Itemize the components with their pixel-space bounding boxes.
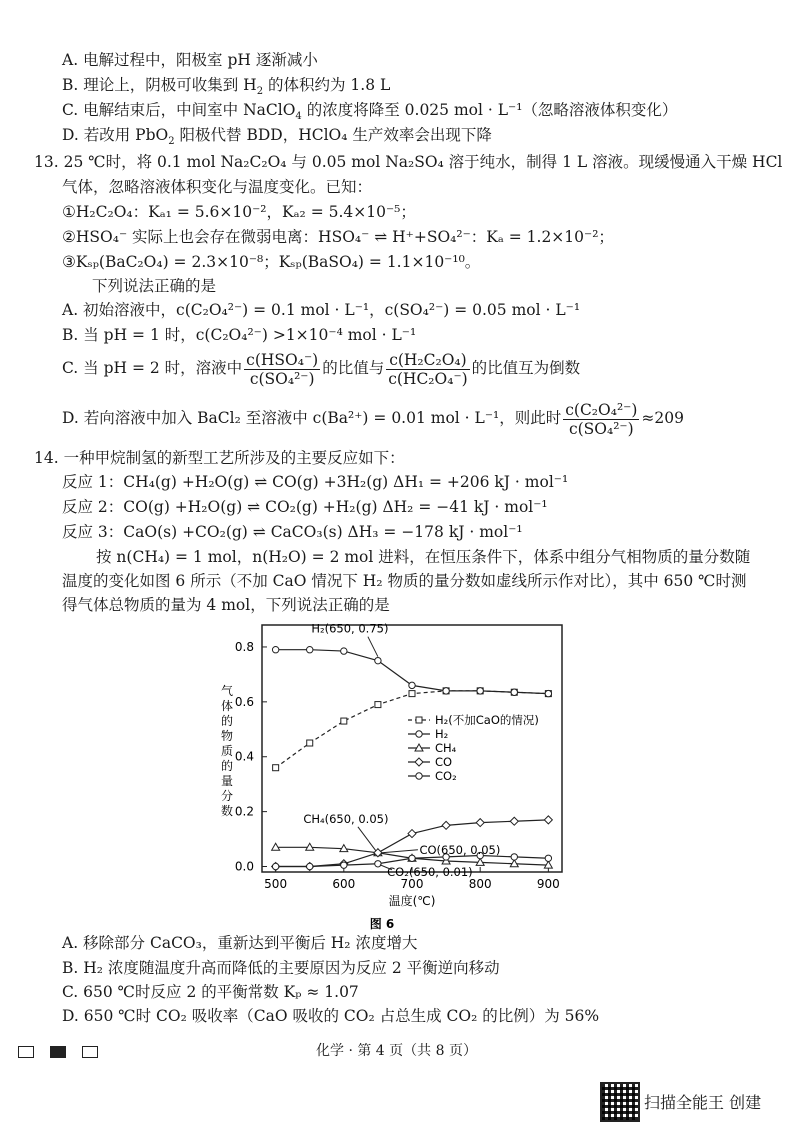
figure-6-chart — [0, 610, 800, 930]
q13-condition-2: ②HSO₄⁻ 实际上也会存在微弱电离：HSO₄⁻ ⇌ H⁺+SO₄²⁻：Kₐ = 1.2×10⁻²； — [62, 228, 614, 246]
marker-square — [409, 691, 415, 697]
marker-circle — [307, 863, 313, 869]
q13-d-f-num: c(C₂O₄²⁻) — [565, 400, 638, 419]
q12-option-d — [62, 125, 492, 152]
marker-circle — [375, 657, 381, 663]
y-tick-label: 0.0 — [234, 859, 254, 874]
q13-d-f-den: c(SO₄²⁻) — [568, 419, 634, 438]
q12-b-post: 的体积约为 1.8 L — [263, 76, 391, 94]
qr-code-icon — [600, 1082, 640, 1122]
q14-stem: 14. 一种甲烷制氢的新型工艺所涉及的主要反应如下： — [34, 449, 405, 467]
q12-option-a: A. 电解过程中，阳极室 pH 逐渐减小 — [62, 51, 318, 69]
q14-reaction-1: 反应 1：CH₄(g) +H₂O(g) ⇌ CO(g) +3H₂(g) ΔH₁ = +206 kJ · mol⁻¹ — [62, 473, 569, 491]
series-line — [276, 691, 549, 768]
q13-option-c — [62, 348, 580, 388]
q14-para-2: 温度的变化如图 6 所示（不加 CaO 情况下 H₂ 物质的量分数如虚线所示作对比），其中 650 ℃时测 — [62, 572, 747, 590]
marker-diamond — [476, 819, 484, 827]
q14-reaction-3: 反应 3：CaO(s) +CO₂(g) ⇌ CaCO₃(s) ΔH₃ = −178 kJ · mol⁻¹ — [62, 523, 523, 541]
legend-label: CO — [435, 755, 453, 769]
footer-box-3 — [82, 1046, 98, 1058]
marker-circle — [341, 648, 347, 654]
q13-c-pre: C. 当 pH = 2 时，溶液中 — [62, 359, 243, 377]
marker-square — [416, 717, 422, 723]
x-tick-label: 600 — [332, 877, 356, 891]
legend-label: CO₂ — [435, 769, 457, 783]
marker-circle — [545, 690, 551, 696]
q12-c-sub: 4 — [295, 111, 302, 123]
q13-stem-1: 13. 25 ℃时，将 0.1 mol Na₂C₂O₄ 与 0.05 mol Na₂SO₄ 溶于纯水，制得 1 L 溶液。现缓慢通入干燥 HCl — [34, 153, 783, 171]
q13-ask: 下列说法正确的是 — [92, 277, 217, 295]
page-number: 化学 · 第 4 页（共 8 页） — [316, 1043, 477, 1059]
q12-c-pre: C. 电解结束后，中间室中 NaClO — [62, 101, 296, 119]
q13-c-post: 的比值互为倒数 — [471, 359, 581, 377]
marker-circle — [409, 682, 415, 688]
annotation-co2: CO₂(650, 0.01) — [387, 864, 473, 879]
marker-square — [341, 718, 347, 724]
q12-d-sub: 2 — [168, 136, 175, 148]
q13-condition-3: ③Kₛₚ(BaC₂O₄) = 2.3×10⁻⁸；Kₛₚ(BaSO₄) = 1.1×10⁻¹⁰。 — [62, 253, 481, 271]
marker-circle — [341, 862, 347, 868]
marker-circle — [443, 688, 449, 694]
marker-circle — [307, 647, 313, 653]
marker-circle — [416, 731, 422, 737]
q13-d-fraction — [563, 401, 639, 438]
q12-b-sub: 2 — [256, 86, 264, 98]
footer-box-1 — [18, 1046, 34, 1058]
q12-option-c — [62, 100, 677, 127]
q13-option-b: B. 当 pH = 1 时，c(C₂O₄²⁻) >1×10⁻⁴ mol · L⁻¹ — [62, 326, 417, 344]
annotation-ch4-arrow — [358, 827, 376, 851]
legend-label: CH₄ — [435, 741, 457, 755]
scanner-watermark: 扫描全能王 创建 — [644, 1093, 762, 1112]
x-tick-label: 800 — [468, 877, 492, 891]
q12-option-b — [62, 75, 390, 102]
q14-option-d: D. 650 ℃时 CO₂ 吸收率（CaO 吸收的 CO₂ 占总生成 CO₂ 的比例）为 56% — [62, 1007, 600, 1025]
q13-c-fraction-1 — [244, 351, 320, 388]
marker-circle — [409, 855, 415, 861]
q13-d-pre: D. 若向溶液中加入 BaCl₂ 至溶液中 c(Ba²⁺) = 0.01 mol · L⁻¹，则此时 — [62, 409, 562, 427]
q12-b-pre: B. 理论上，阴极可收集到 H — [62, 76, 257, 94]
x-tick-label: 700 — [400, 877, 424, 891]
q13-c-mid: 的比值与 — [322, 359, 385, 377]
q14-option-b: B. H₂ 浓度随温度升高而降低的主要原因为反应 2 平衡逆向移动 — [62, 959, 500, 977]
series-1 — [272, 647, 551, 697]
q14-para-3: 得气体总物质的量为 4 mol，下列说法正确的是 — [62, 596, 390, 614]
y-axis-label: 气体的物质的量分数 — [220, 684, 234, 818]
marker-circle — [477, 688, 483, 694]
q13-c-fraction-2 — [386, 351, 469, 388]
q13-option-d — [62, 398, 684, 438]
x-tick-label: 500 — [264, 877, 288, 891]
marker-diamond — [510, 817, 518, 825]
y-tick-label: 0.6 — [234, 694, 254, 709]
q12-d-post: 阳极代替 BDD，HClO₄ 生产效率会出现下降 — [174, 126, 492, 144]
q12-c-post: 的浓度将降至 0.025 mol · L⁻¹（忽略溶液体积变化） — [301, 101, 678, 119]
marker-diamond — [415, 758, 423, 766]
marker-diamond — [442, 821, 450, 829]
q13-c-f2-num: c(H₂C₂O₄) — [386, 351, 469, 370]
q14-option-a: A. 移除部分 CaCO₃，重新达到平衡后 H₂ 浓度增大 — [62, 934, 418, 952]
y-tick-label: 0.8 — [234, 639, 254, 654]
q13-c-f1-num: c(HSO₄⁻) — [246, 350, 319, 369]
marker-circle — [511, 854, 517, 860]
chart-title: 图 6 — [369, 917, 395, 930]
x-tick-label: 900 — [536, 877, 560, 891]
annotation-co: CO(650, 0.05) — [419, 842, 501, 857]
annotation-h2: H₂(650, 0.75) — [311, 621, 389, 636]
legend-label: H₂(不加CaO的情况) — [435, 713, 539, 727]
annotation-h2-arrow — [368, 637, 378, 657]
marker-circle — [272, 863, 278, 869]
y-tick-label: 0.2 — [234, 804, 254, 819]
legend-label: H₂ — [435, 727, 449, 741]
series-0 — [273, 688, 552, 771]
q13-c-f2-den: c(HC₂O₄⁻) — [388, 369, 468, 388]
q14-para-1: 按 n(CH₄) = 1 mol，n(H₂O) = 2 mol 进料，在恒压条件下，体系中组分气相物质的量分数随 — [96, 548, 751, 566]
x-axis-label: 温度(℃) — [388, 894, 436, 908]
marker-diamond — [408, 830, 416, 838]
q13-condition-1: ①H₂C₂O₄：Kₐ₁ = 5.6×10⁻²，Kₐ₂ = 5.4×10⁻⁵； — [62, 203, 416, 221]
q13-stem-2: 气体，忽略溶液体积变化与温度变化。已知： — [62, 178, 373, 196]
y-tick-label: 0.4 — [234, 749, 254, 764]
marker-circle — [375, 861, 381, 867]
marker-circle — [272, 647, 278, 653]
marker-circle — [545, 855, 551, 861]
annotation-ch4: CH₄(650, 0.05) — [303, 811, 389, 826]
annotation-co-arrow — [382, 850, 418, 853]
q13-d-post: ≈209 — [641, 409, 684, 427]
marker-square — [375, 702, 381, 708]
marker-square — [307, 740, 313, 746]
marker-circle — [511, 689, 517, 695]
q14-reaction-2: 反应 2：CO(g) +H₂O(g) ⇌ CO₂(g) +H₂(g) ΔH₂ = −41 kJ · mol⁻¹ — [62, 498, 548, 516]
footer-box-2 — [50, 1046, 66, 1058]
marker-circle — [416, 773, 422, 779]
q12-d-pre: D. 若改用 PbO — [62, 126, 169, 144]
q13-c-f1-den: c(SO₄²⁻) — [249, 369, 315, 388]
q13-option-a: A. 初始溶液中，c(C₂O₄²⁻) = 0.1 mol · L⁻¹，c(SO₄²⁻) = 0.05 mol · L⁻¹ — [62, 301, 581, 319]
marker-diamond — [544, 816, 552, 824]
marker-square — [273, 765, 279, 771]
q14-option-c: C. 650 ℃时反应 2 的平衡常数 Kₚ ≈ 1.07 — [62, 983, 359, 1001]
